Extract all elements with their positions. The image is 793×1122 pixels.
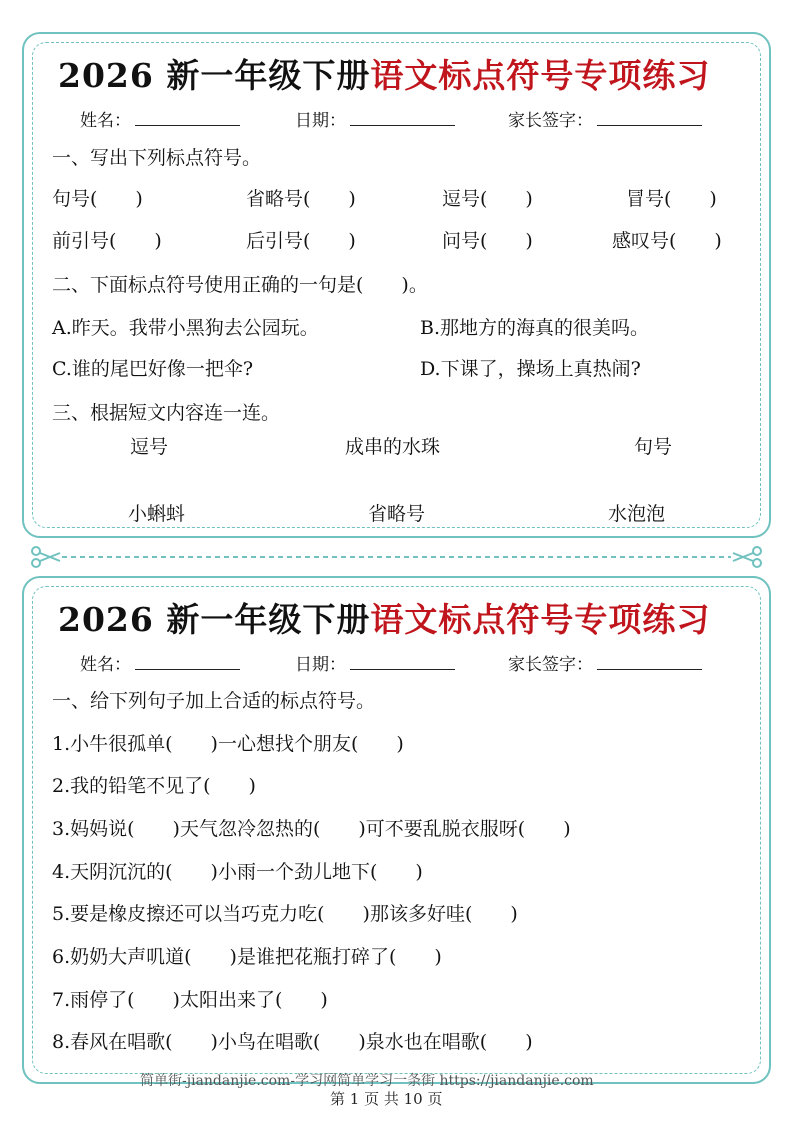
match-bottom-item: 省略号 <box>368 503 426 525</box>
name-label: 姓名： <box>80 655 131 675</box>
title-red-part: 语文标点符号专项练习 <box>370 56 711 95</box>
scissors-icon-left <box>32 547 60 567</box>
option-b: B.那地方的海真的很美吗。 <box>420 317 650 339</box>
parent-label: 家长签字： <box>508 111 593 131</box>
name-field <box>80 106 240 131</box>
question-1: 一、写出下列标点符号。 <box>52 147 262 169</box>
punct-item: 省略号( ) <box>246 188 356 210</box>
match-top-item: 逗号 <box>130 436 169 458</box>
question-2: 二、下面标点符号使用正确的一句是( )。 <box>52 274 428 296</box>
parent-blank[interactable] <box>597 655 702 670</box>
question-1: 一、给下列句子加上合适的标点符号。 <box>52 690 376 712</box>
punct-item: 逗号( ) <box>442 188 533 210</box>
date-field <box>295 106 455 131</box>
parent-label: 家长签字： <box>508 655 593 675</box>
title-red-part: 语文标点符号专项练习 <box>370 600 711 639</box>
date-label: 日期： <box>295 111 346 131</box>
sentence-item: 4.天阴沉沉的( )小雨一个劲儿地下( ) <box>52 861 423 883</box>
option-d: D.下课了，操场上真热闹? <box>420 358 641 380</box>
date-blank[interactable] <box>350 655 455 670</box>
sheet1-title <box>58 50 710 97</box>
title-black-part: 2026 新一年级下册 <box>58 56 371 95</box>
sheet2-title <box>58 594 710 641</box>
name-blank[interactable] <box>135 655 240 670</box>
sentence-item: 8.春风在唱歌( )小鸟在唱歌( )泉水也在唱歌( ) <box>52 1031 533 1053</box>
sentence-item: 7.雨停了( )太阳出来了( ) <box>52 989 328 1011</box>
date-blank[interactable] <box>350 111 455 126</box>
parent-blank[interactable] <box>597 111 702 126</box>
match-bottom-item: 小蝌蚪 <box>128 503 186 525</box>
punct-item: 句号( ) <box>52 188 143 210</box>
sentence-item: 3.妈妈说( )天气忽冷忽热的( )可不要乱脱衣服呀( ) <box>52 818 571 840</box>
name-field <box>80 650 240 675</box>
match-bottom-item: 水泡泡 <box>608 503 666 525</box>
parent-signature-field <box>508 106 702 131</box>
name-label: 姓名： <box>80 111 131 131</box>
punct-item: 前引号( ) <box>52 230 162 252</box>
punct-item: 问号( ) <box>442 230 533 252</box>
cut-line-divider <box>0 545 793 569</box>
sentence-item: 1.小牛很孤单( )一心想找个朋友( ) <box>52 733 404 755</box>
option-c: C.谁的尾巴好像一把伞? <box>52 358 254 380</box>
match-top-item: 成串的水珠 <box>345 436 441 458</box>
match-top-item: 句号 <box>634 436 673 458</box>
punct-item: 冒号( ) <box>626 188 717 210</box>
title-black-part: 2026 新一年级下册 <box>58 600 371 639</box>
question-3: 三、根据短文内容连一连。 <box>52 402 281 424</box>
scissors-icon-right <box>733 547 761 567</box>
punct-item: 后引号( ) <box>246 230 356 252</box>
parent-signature-field <box>508 650 702 675</box>
date-label: 日期： <box>295 655 346 675</box>
sentence-item: 5.要是橡皮擦还可以当巧克力吃( )那该多好哇( ) <box>52 903 518 925</box>
page-number: 第 1 页 共 10 页 <box>330 1090 443 1108</box>
name-blank[interactable] <box>135 111 240 126</box>
option-a: A.昨天。我带小黑狗去公园玩。 <box>52 317 319 339</box>
sentence-item: 2.我的铅笔不见了( ) <box>52 775 256 797</box>
punct-item: 感叹号( ) <box>612 230 722 252</box>
date-field <box>295 650 455 675</box>
watermark-text: 简单街-jiandanjie.com-学习网简单学习一条街 https://jiandanjie.com <box>140 1073 594 1089</box>
sentence-item: 6.奶奶大声叽道( )是谁把花瓶打碎了( ) <box>52 946 442 968</box>
